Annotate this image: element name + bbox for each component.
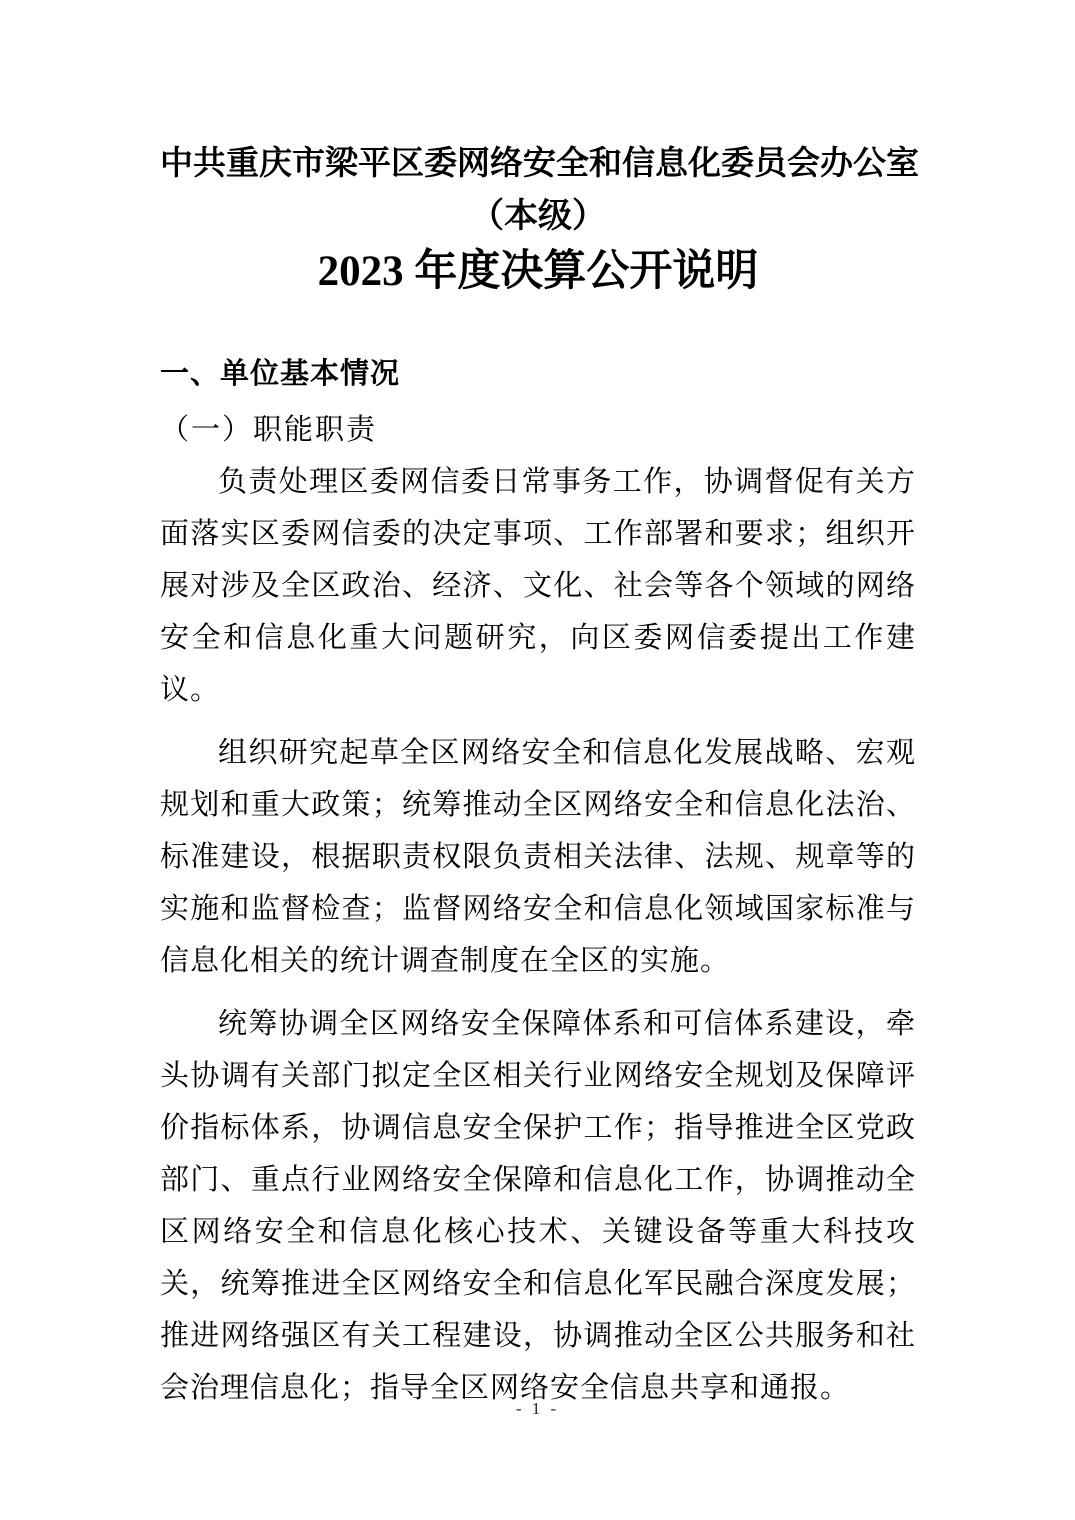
body-paragraph-2: 组织研究起草全区网络安全和信息化发展战略、宏观规划和重大政策；统筹推动全区网络安全和信息化法治、标准建设，根据职责权限负责相关法律、法规、规章等的实施和监督检查；监督网络安全和信息化领域国家标准与信息化相关的统计调查制度在全区的实施。 <box>160 737 916 977</box>
body-paragraph-1: 负责处理区委网信委日常事务工作，协调督促有关方面落实区委网信委的决定事项、工作部署和要求；组织开展对涉及全区政治、经济、文化、社会等各个领域的网络安全和信息化重大问题研究，向区委网信委提出工作建议。 <box>160 466 916 706</box>
subsection-heading-duties: （一）职能职责 <box>160 414 378 446</box>
document-title-line-1: 中共重庆市梁平区委网络安全和信息化委员会办公室 <box>160 146 919 182</box>
body-paragraph-3: 统筹协调全区网络安全保障体系和可信体系建设，牵头协调有关部门拟定全区相关行业网络安全规划及保障评价指标体系，协调信息安全保护工作；指导推进全区党政部门、重点行业网络安全保障和信息化工作，协调推动全区网络安全和信息化核心技术、关键设备等重大科技攻关，统筹推进全区网络安全和信息化军民融合深度发展；推进网络强区有关工程建设，协调推动全区公共服务和社会治理信息化；指导全区网络安全信息共享和通报。 <box>160 1008 916 1404</box>
section-heading-basic-info: 一、单位基本情况 <box>160 358 401 390</box>
page-number: - 1 - <box>515 1399 560 1418</box>
document-title-line-2: （本级） <box>470 198 606 235</box>
document-title-line-3: 2023 年度决算公开说明 <box>317 248 759 295</box>
